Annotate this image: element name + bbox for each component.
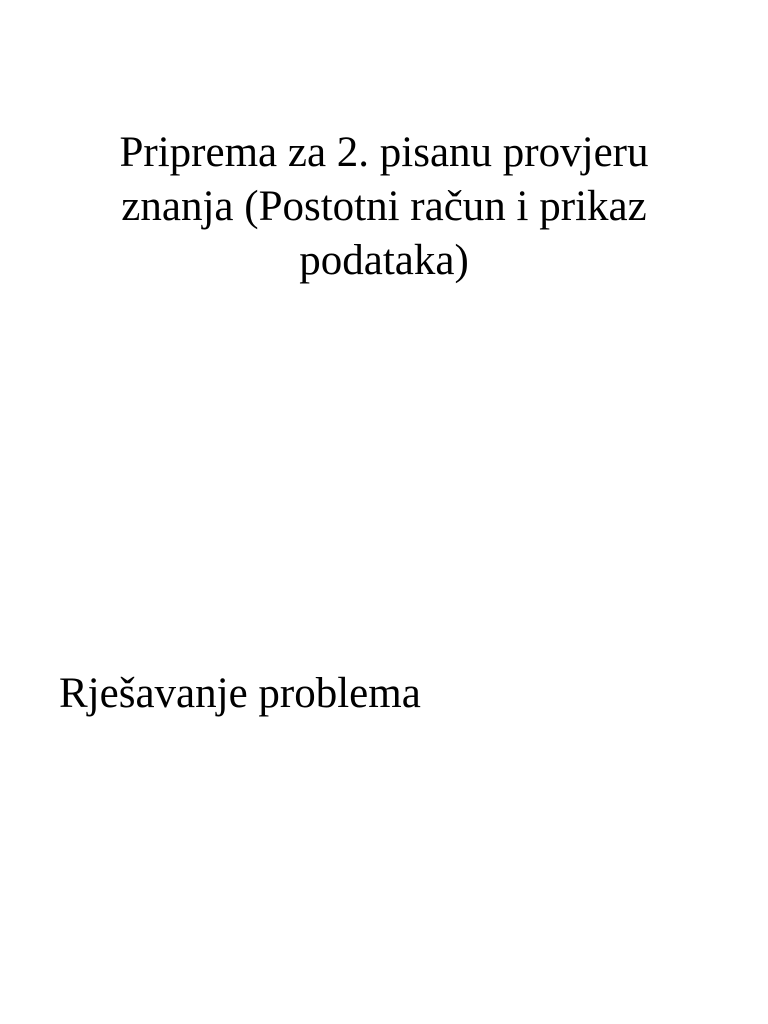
slide-title-line-3: podataka) <box>299 237 469 284</box>
slide-title-line-1: Priprema za 2. pisanu provjeru <box>119 129 649 176</box>
slide-title <box>60 126 708 288</box>
slide-title-line-2: znanja (Postotni račun i prikaz <box>121 183 647 230</box>
slide-subtitle: Rješavanje problema <box>59 670 421 717</box>
